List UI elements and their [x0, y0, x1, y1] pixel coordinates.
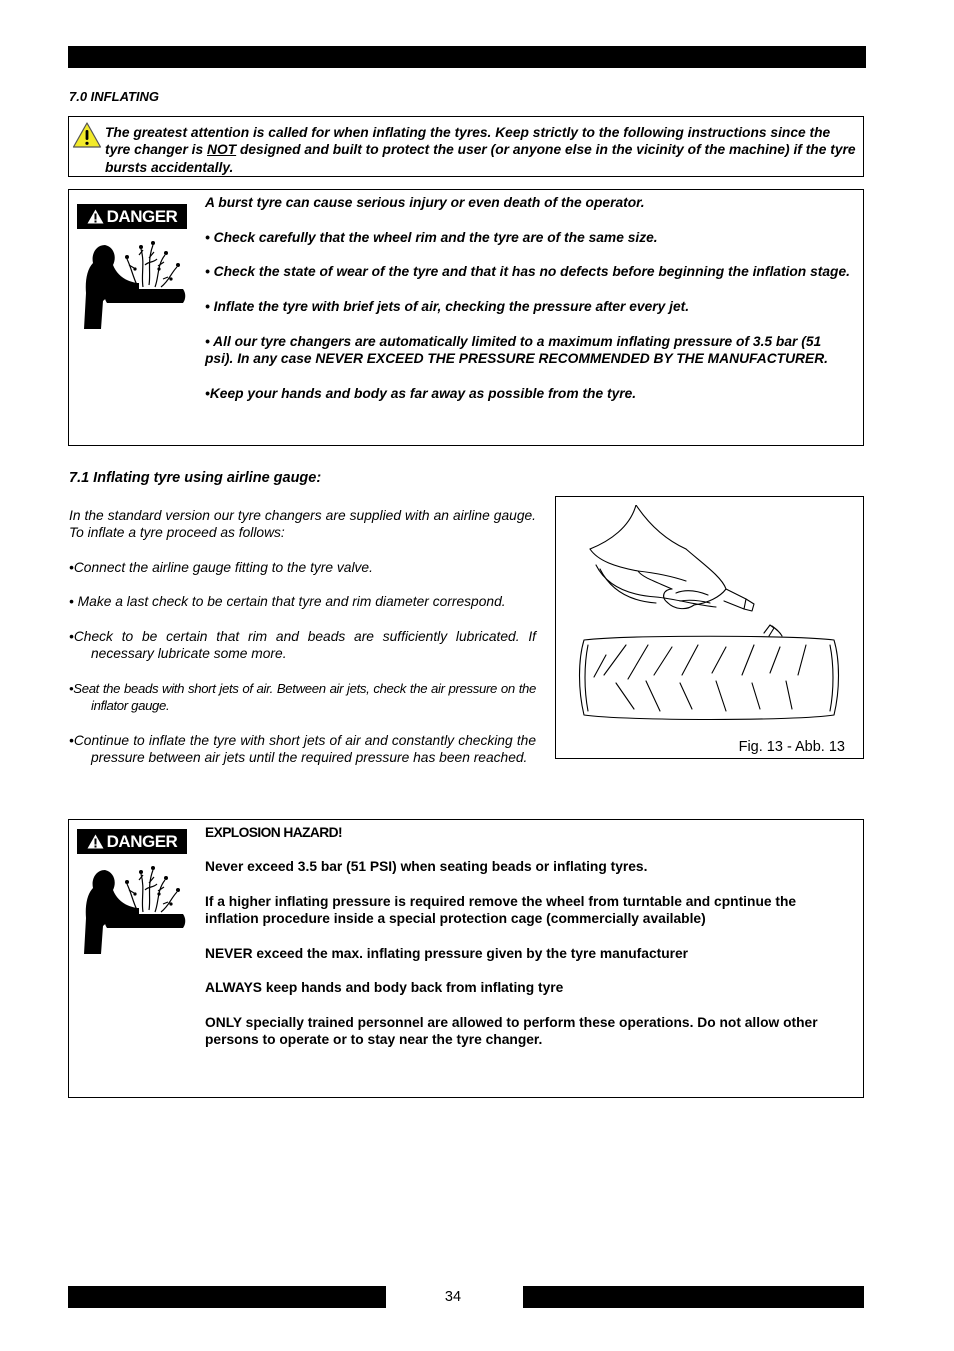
danger-text: A burst tyre can cause serious injury or even death of the operator. • Check carefully that the wheel rim and the tyre are of the same size. • Check the state of wear of the tyre and that it has no defects before beginning the inflation stage. • Inflate the tyre with brief jets of air, checking the pressure after every jet. • All our tyre changers are automatically limited to a maximum inflating pressure of 3.5 bar (51 psi). In any case NEVER EXCEED THE PRESSURE RECOMMENDED BY THE MANUFACTURER. •Keep your hands and body as far away as possible from the tyre.: [205, 195, 850, 401]
warning-emphasis: NOT: [207, 142, 237, 158]
tyre-explosion-pictogram: [79, 860, 187, 956]
warning-box: [68, 116, 864, 177]
header-bar: [68, 46, 866, 68]
danger-triangle-icon: [87, 209, 104, 224]
inflation-illustration: [576, 505, 846, 735]
danger-box-burst: [68, 189, 864, 446]
footer-bar-right: [523, 1286, 864, 1308]
danger-badge: DANGER: [77, 829, 187, 854]
section-title: 7.0 INFLATING: [69, 89, 160, 104]
figure-caption: Fig. 13 - Abb. 13: [738, 739, 845, 755]
warning-triangle-icon: [72, 121, 102, 149]
instructions-text: In the standard version our tyre changers are supplied with an airline gauge. To inflate a tyre proceed as follows: •Connect the airline gauge fitting to the tyre valve. • Make a last check to be certain that tyre and rim diameter correspond. •Check to be certain that rim and beads are sufficiently lubricated. If necessary lubricate some more. •Seat the beads with short jets of air. Between air jets, check the air pressure on the inflator gauge. •Continue to inflate the tyre with short jets of air and constantly checking the pressure between air jets until the required pressure has been reached.: [69, 508, 536, 766]
page-number: 34: [444, 1289, 462, 1305]
tyre-explosion-pictogram: [79, 235, 187, 331]
danger-triangle-icon: [87, 834, 104, 849]
warning-text: The greatest attention is called for when inflating the tyres. Keep strictly to the following instructions since the tyre changer is NOT designed and built to protect the user (or anyone else in the vicinity of the machine) if the tyre bursts accidentally.: [105, 125, 856, 175]
danger-text: EXPLOSION HAZARD! Never exceed 3.5 bar (51 PSI) when seating beads or inflating tyres. If a higher inflating pressure is required remove the wheel from turntable and cpntinue the inflation procedure inside a special protection cage (commercially available) NEVER exceed the max. inflating pressure given by the tyre manufacturer ALWAYS keep hands and body back from inflating tyre ONLY specially trained personnel are allowed to perform these operations. Do not allow other persons to operate or to stay near the tyre changer.: [205, 825, 818, 1048]
figure-13: [555, 496, 864, 759]
danger-badge: DANGER: [77, 204, 187, 229]
danger-box-explosion: [68, 819, 864, 1098]
subsection-title: 7.1 Inflating tyre using airline gauge:: [69, 470, 322, 486]
footer-bar-left: [68, 1286, 386, 1308]
